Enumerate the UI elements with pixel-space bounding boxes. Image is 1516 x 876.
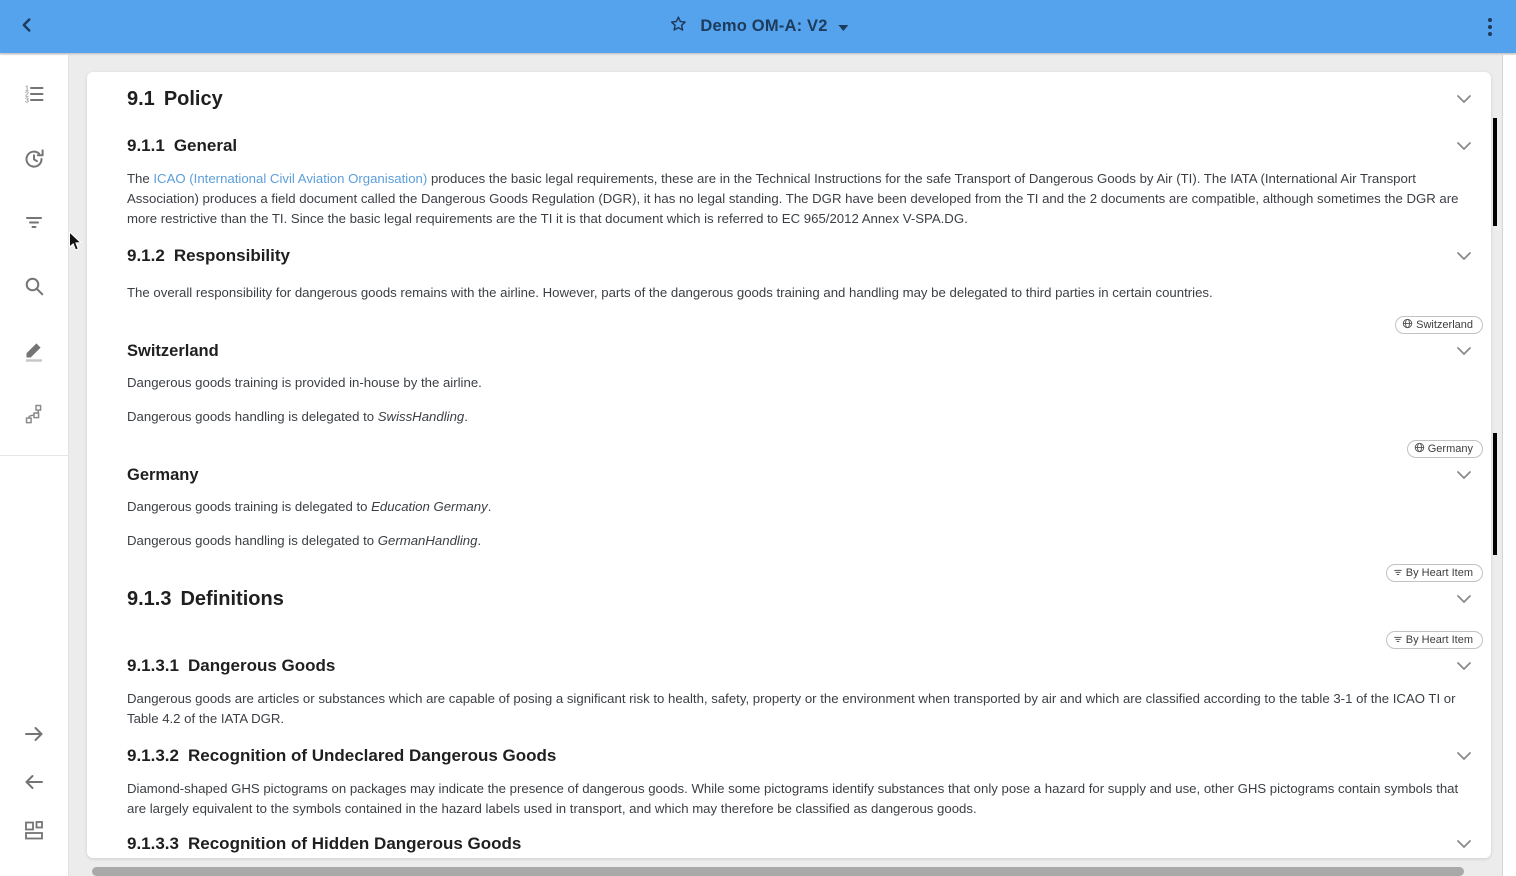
collapse-section-button[interactable] bbox=[1454, 342, 1474, 361]
paragraph: Diamond-shaped GHS pictograms on packages may indicate the presence of dangerous goods. While some pictograms identify substances that only pose a hazard for supply and use, other GHS pictograms contain symbols that are largely equivalent to the symbols contained in the hazard labels used in transport, and which may therefore be classified as dangerous goods. bbox=[127, 781, 1459, 816]
edit-icon bbox=[22, 338, 46, 365]
collapse-section-button[interactable] bbox=[1454, 90, 1474, 109]
icao-link[interactable]: ICAO (International Civil Aviation Organisation) bbox=[153, 171, 428, 186]
edit-button[interactable] bbox=[22, 339, 46, 363]
by-heart-item-tag[interactable]: By Heart Item bbox=[1386, 564, 1483, 582]
paragraph: Dangerous goods handling is delegated to GermanHandling. bbox=[127, 533, 482, 548]
section-title: 9.1.1 General bbox=[127, 136, 238, 155]
revision-change-bar bbox=[1493, 118, 1497, 226]
chevron-down-icon bbox=[1456, 659, 1472, 674]
paragraph: Dangerous goods training is delegated to Education Germany. bbox=[127, 499, 492, 514]
arrow-right-icon bbox=[22, 722, 46, 749]
workflow-icon bbox=[22, 402, 46, 429]
revision-change-bar bbox=[1493, 433, 1497, 555]
collapse-section-button[interactable] bbox=[1454, 247, 1474, 266]
paragraph: The overall responsibility for dangerous goods remains with the airline. However, parts of the dangerous goods training and handling may be delegated to third parties in certain countries. bbox=[127, 285, 1213, 300]
chevron-down-icon bbox=[1456, 468, 1472, 483]
collapse-section-button[interactable] bbox=[1454, 590, 1474, 609]
dashboard-button[interactable] bbox=[22, 819, 46, 843]
section-9-1-header bbox=[127, 86, 1476, 112]
collapse-section-button[interactable] bbox=[1454, 747, 1474, 766]
svg-text:1: 1 bbox=[25, 84, 29, 92]
document-title: Demo OM-A: V2 bbox=[700, 17, 828, 35]
history-icon bbox=[22, 146, 46, 173]
history-button[interactable] bbox=[22, 147, 46, 171]
tag-row bbox=[127, 440, 1483, 458]
section-title: Switzerland bbox=[127, 342, 219, 360]
back-button[interactable] bbox=[16, 14, 38, 39]
collapse-section-button[interactable] bbox=[1454, 657, 1474, 676]
tag-row bbox=[127, 631, 1483, 649]
by-heart-item-tag[interactable]: By Heart Item bbox=[1386, 631, 1483, 649]
collapse-section-button[interactable] bbox=[1454, 835, 1474, 854]
caret-down-icon bbox=[839, 25, 849, 31]
section-title: 9.1 Policy bbox=[127, 88, 223, 110]
svg-text:2: 2 bbox=[25, 90, 29, 98]
next-button[interactable] bbox=[22, 723, 46, 747]
chevron-down-icon bbox=[1456, 749, 1472, 764]
paragraph: Dangerous goods are articles or substances which are capable of posing a significant risk to health, safety, property or the environment when transported by air and which are classified according to the table 3-1 of the ICAO TI or Table 4.2 of the IATA DGR. bbox=[127, 691, 1456, 726]
chevron-down-icon bbox=[1456, 344, 1472, 359]
paragraph: Dangerous goods training is provided in-house by the airline. bbox=[127, 375, 482, 390]
filter-icon bbox=[22, 210, 46, 237]
dashboard-icon bbox=[22, 818, 46, 845]
section-9-1-3-3-header bbox=[127, 832, 1476, 856]
horizontal-scrollbar-thumb[interactable] bbox=[92, 867, 1464, 876]
search-button[interactable] bbox=[22, 275, 46, 299]
filter-button[interactable] bbox=[22, 211, 46, 235]
section-9-1-3-1-header bbox=[127, 654, 1476, 678]
mouse-cursor bbox=[68, 231, 82, 257]
section-germany-header bbox=[127, 463, 1476, 487]
globe-icon bbox=[1402, 318, 1413, 332]
chevron-down-icon bbox=[1456, 249, 1472, 264]
country-tag-germany[interactable]: Germany bbox=[1407, 440, 1483, 458]
document-title-dropdown[interactable] bbox=[667, 13, 848, 40]
chevron-down-icon bbox=[1456, 592, 1472, 607]
numbered-list-icon bbox=[22, 82, 46, 109]
section-9-1-3-2-header bbox=[127, 744, 1476, 768]
tag-row bbox=[127, 316, 1483, 334]
toc-button[interactable] bbox=[22, 83, 46, 107]
chevron-down-icon bbox=[1456, 837, 1472, 852]
tag-row bbox=[127, 564, 1483, 582]
collapse-section-button[interactable] bbox=[1454, 137, 1474, 156]
globe-icon bbox=[1414, 442, 1425, 456]
document-card bbox=[87, 72, 1491, 858]
chevron-left-icon bbox=[16, 14, 38, 39]
section-switzerland-header bbox=[127, 339, 1476, 363]
left-toolbar bbox=[0, 55, 69, 876]
vertical-scrollbar[interactable] bbox=[1502, 55, 1516, 876]
star-outline-icon[interactable] bbox=[667, 13, 689, 40]
section-9-1-3-header bbox=[127, 586, 1476, 612]
workflow-button[interactable] bbox=[22, 403, 46, 427]
paragraph: Dangerous goods handling is delegated to SwissHandling. bbox=[127, 409, 468, 424]
section-title: 9.1.3 Definitions bbox=[127, 588, 284, 610]
paragraph: The ICAO (International Civil Aviation Organisation) produces the basic legal requirements, these are in the Technical Instructions for the safe Transport of Dangerous Goods by Air (TI). The IATA (International Air Transport Association) produces a field document called the Dangerous Goods Regulation (DGR), it has no legal standing. The DGR have been developed from the TI and the 2 documents are compatible, although sometimes the DGR are more restrictive than the TI. Since the basic legal requirements are the TI it is that document which is referred to EC 965/2012 Annex V-SPA.DG. bbox=[127, 171, 1459, 226]
svg-text:3: 3 bbox=[25, 96, 29, 104]
chevron-down-icon bbox=[1456, 139, 1472, 154]
country-tag-switzerland[interactable]: Switzerland bbox=[1395, 316, 1483, 334]
filter-tag-icon bbox=[1393, 634, 1403, 647]
app-bar bbox=[0, 0, 1516, 53]
section-9-1-2-header bbox=[127, 244, 1476, 268]
overflow-menu-button[interactable] bbox=[1484, 14, 1496, 40]
filter-tag-icon bbox=[1393, 567, 1403, 580]
section-9-1-1-header bbox=[127, 134, 1476, 158]
section-title: 9.1.3.2 Recognition of Undeclared Dangerous Goods bbox=[127, 746, 557, 765]
section-title: 9.1.3.3 Recognition of Hidden Dangerous Goods bbox=[127, 834, 522, 853]
section-title: Germany bbox=[127, 466, 199, 484]
section-title: 9.1.2 Responsibility bbox=[127, 246, 290, 265]
collapse-section-button[interactable] bbox=[1454, 466, 1474, 485]
previous-button[interactable] bbox=[22, 771, 46, 795]
chevron-down-icon bbox=[1456, 92, 1472, 107]
search-icon bbox=[22, 274, 46, 301]
sidebar-divider bbox=[0, 455, 69, 456]
section-title: 9.1.3.1 Dangerous Goods bbox=[127, 656, 336, 675]
arrow-left-icon bbox=[22, 770, 46, 797]
